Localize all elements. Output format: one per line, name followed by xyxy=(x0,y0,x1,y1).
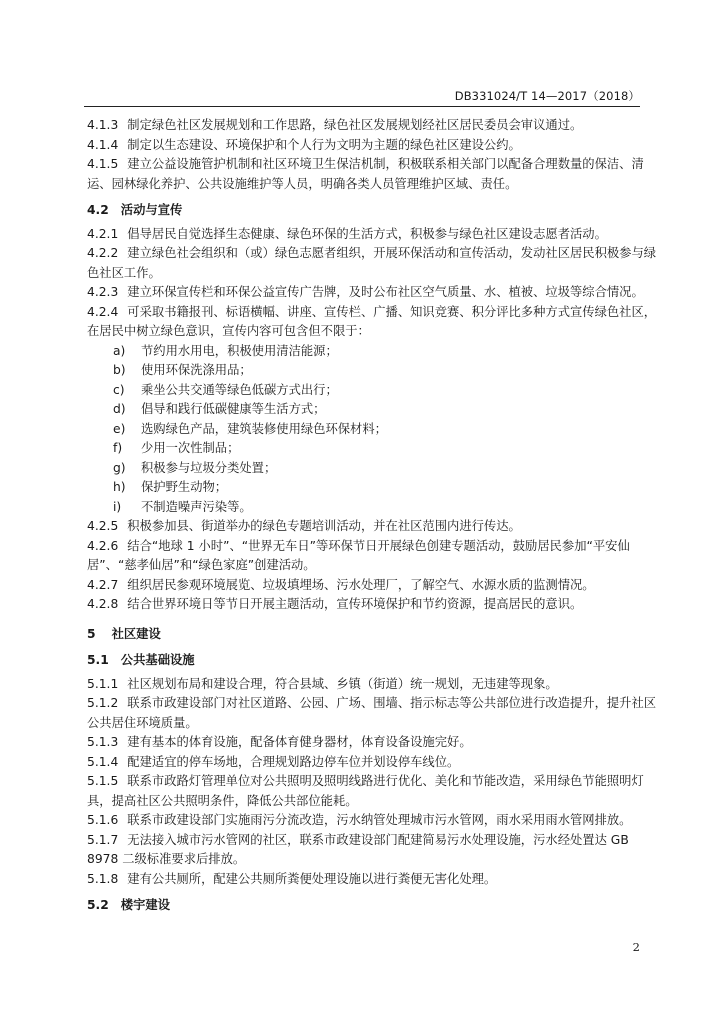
clause-text: 联系市政建设部门实施雨污分流改造，污水纳管处理城市污水管网，雨水采用雨水管网排放。 xyxy=(127,813,632,827)
clause-number: 4.1.5 xyxy=(87,157,119,171)
list-marker: f) xyxy=(113,441,123,455)
list-item-text: 节约用水用电，积极使用清洁能源； xyxy=(141,343,338,358)
list-marker: g) xyxy=(113,460,126,475)
clause-text: 楼宇建设 xyxy=(120,898,170,912)
list-item xyxy=(87,381,659,401)
section-heading xyxy=(87,201,659,221)
clause-number: 4.2.4 xyxy=(87,304,119,319)
clause-number: 4.2.5 xyxy=(87,519,119,533)
document-header-id: DB331024/T 14—2017（2018） xyxy=(454,89,640,103)
clause-text: 建立绿色社会组织和（或）绿色志愿者组织，开展环保活动和宣传活动，发动社区居民积极参与绿色社区工作。 xyxy=(87,246,657,280)
clause-number: 4.2.1 xyxy=(87,226,119,241)
clause-paragraph xyxy=(87,595,659,615)
clause-paragraph xyxy=(87,753,659,773)
clause-text: 建有公共厕所，配建公共厕所粪便处理设施以进行粪便无害化处理。 xyxy=(127,871,497,886)
clause-number: 5.1.3 xyxy=(87,735,119,749)
list-item-text: 倡导和践行低碳健康等生活方式； xyxy=(141,402,326,416)
clause-paragraph xyxy=(87,870,659,890)
clause-text: 社区规划布局和建设合理，符合县域、乡镇（街道）统一规划，无违建等现象。 xyxy=(127,676,558,691)
clause-number: 5 xyxy=(87,626,96,641)
clause-text: 建有基本的体育设施，配备体育健身器材，体育设备设施完好。 xyxy=(127,735,472,749)
page-number: 2 xyxy=(632,940,640,954)
clause-number: 4.2.2 xyxy=(87,246,119,260)
list-item xyxy=(87,361,659,381)
clause-paragraph xyxy=(87,675,659,695)
clause-number: 5.1.1 xyxy=(87,676,119,691)
clause-text: 倡导居民自觉选择生态健康、绿色环保的生活方式，积极参与绿色社区建设志愿者活动。 xyxy=(127,226,607,241)
clause-paragraph xyxy=(87,517,659,537)
clause-paragraph xyxy=(87,733,659,753)
clause-text: 无法接入城市污水管网的社区，联系市政建设部门配建简易污水处理设施，污水经处置达 GB 8978 二级标准要求后排放。 xyxy=(87,832,629,866)
clause-number: 5.2 xyxy=(87,898,109,912)
clause-number: 5.1.5 xyxy=(87,774,119,788)
list-marker: c) xyxy=(113,382,125,397)
list-item-text: 积极参与垃圾分类处置； xyxy=(141,460,277,475)
clause-text: 积极参加县、街道举办的绿色专题培训活动，并在社区范围内进行传达。 xyxy=(127,519,521,533)
list-item-text: 不制造噪声污染等。 xyxy=(141,499,252,514)
clause-paragraph xyxy=(87,537,659,576)
clause-number: 4.2.3 xyxy=(87,285,119,299)
section-heading xyxy=(87,896,659,916)
clause-number: 5.1.6 xyxy=(87,813,119,827)
list-item xyxy=(87,342,659,362)
clause-paragraph xyxy=(87,694,659,733)
clause-paragraph xyxy=(87,244,659,283)
list-marker: a) xyxy=(113,343,126,358)
list-item xyxy=(87,400,659,420)
clause-paragraph xyxy=(87,283,659,303)
list-marker: b) xyxy=(113,363,126,377)
clause-text: 组织居民参观环境展览、垃圾填埋场、污水处理厂，了解空气、水源水质的监测情况。 xyxy=(127,577,595,592)
clause-number: 4.2 xyxy=(87,203,109,217)
clause-number: 4.1.3 xyxy=(87,118,119,132)
chapter-heading xyxy=(87,625,659,645)
clause-paragraph xyxy=(87,772,659,811)
clause-text: 结合“地球 1 小时”、“世界无车日”等环保节日开展绿色创建专题活动，鼓励居民参加“平安仙居”、“慈孝仙居”和“绿色家庭”创建活动。 xyxy=(87,538,630,572)
list-item-text: 乘坐公共交通等绿色低碳方式出行； xyxy=(141,382,338,397)
clause-paragraph xyxy=(87,303,659,342)
clause-number: 5.1 xyxy=(87,653,109,667)
list-marker: d) xyxy=(113,402,126,416)
clause-text: 制定以生态建设、环境保护和个人行为文明为主题的绿色社区建设公约。 xyxy=(127,137,521,152)
clause-paragraph xyxy=(87,225,659,245)
clause-paragraph xyxy=(87,831,659,870)
clause-paragraph xyxy=(87,576,659,596)
clause-number: 4.2.7 xyxy=(87,577,119,592)
list-item-text: 少用一次性制品； xyxy=(141,441,240,455)
clause-text: 制定绿色社区发展规划和工作思路，绿色社区发展规划经社区居民委员会审议通过。 xyxy=(127,118,583,132)
clause-number: 4.2.6 xyxy=(87,538,119,553)
list-item xyxy=(87,420,659,440)
clause-text: 建立公益设施管护机制和社区环境卫生保洁机制，积极联系相关部门以配备合理数量的保洁、清运、园林绿化养护、公共设施维护等人员，明确各类人员管理维护区域、责任。 xyxy=(87,157,644,191)
header-divider xyxy=(84,106,640,107)
clause-number: 4.1.4 xyxy=(87,137,119,152)
clause-text: 结合世界环境日等节日开展主题活动，宣传环境保护和节约资源，提高居民的意识。 xyxy=(127,597,583,611)
list-item xyxy=(87,478,659,498)
list-marker: i) xyxy=(113,499,122,514)
list-item-text: 使用环保洗涤用品； xyxy=(141,363,252,377)
clause-paragraph xyxy=(87,155,659,194)
clause-number: 4.2.8 xyxy=(87,597,119,611)
clause-paragraph xyxy=(87,116,659,136)
clause-paragraph xyxy=(87,811,659,831)
clause-text: 活动与宣传 xyxy=(120,203,183,217)
clause-text: 公共基础设施 xyxy=(120,653,195,667)
document-body xyxy=(87,116,659,920)
clause-number: 5.1.2 xyxy=(87,696,119,710)
list-item xyxy=(87,498,659,518)
clause-number: 5.1.8 xyxy=(87,871,119,886)
clause-text: 配建适宜的停车场地，合理规划路边停车位并划设停车线位。 xyxy=(127,754,460,769)
clause-text: 联系市政建设部门对社区道路、公园、广场、围墙、指示标志等公共部位进行改造提升，提升社区公共居住环境质量。 xyxy=(87,696,657,730)
section-heading xyxy=(87,651,659,671)
clause-number: 5.1.7 xyxy=(87,832,119,847)
list-item xyxy=(87,439,659,459)
list-item-text: 保护野生动物； xyxy=(141,480,228,494)
clause-text: 社区建设 xyxy=(111,626,161,641)
list-marker: e) xyxy=(113,421,126,436)
clause-number: 5.1.4 xyxy=(87,754,119,769)
list-marker: h) xyxy=(113,480,126,494)
clause-paragraph xyxy=(87,136,659,156)
clause-text: 联系市政路灯管理单位对公共照明及照明线路进行优化、美化和节能改造，采用绿色节能照明灯具，提高社区公共照明条件，降低公共部位能耗。 xyxy=(87,774,644,808)
list-item-text: 选购绿色产品，建筑装修使用绿色环保材料； xyxy=(141,421,387,436)
clause-text: 可采取书籍报刊、标语横幅、讲座、宣传栏、广播、知识竞赛、积分评比多种方式宣传绿色社区，在居民中树立绿色意识，宣传内容可包含但不限于： xyxy=(87,304,657,338)
clause-text: 建立环保宣传栏和环保公益宣传广告牌，及时公布社区空气质量、水、植被、垃圾等综合情况。 xyxy=(127,285,644,299)
list-item xyxy=(87,459,659,479)
